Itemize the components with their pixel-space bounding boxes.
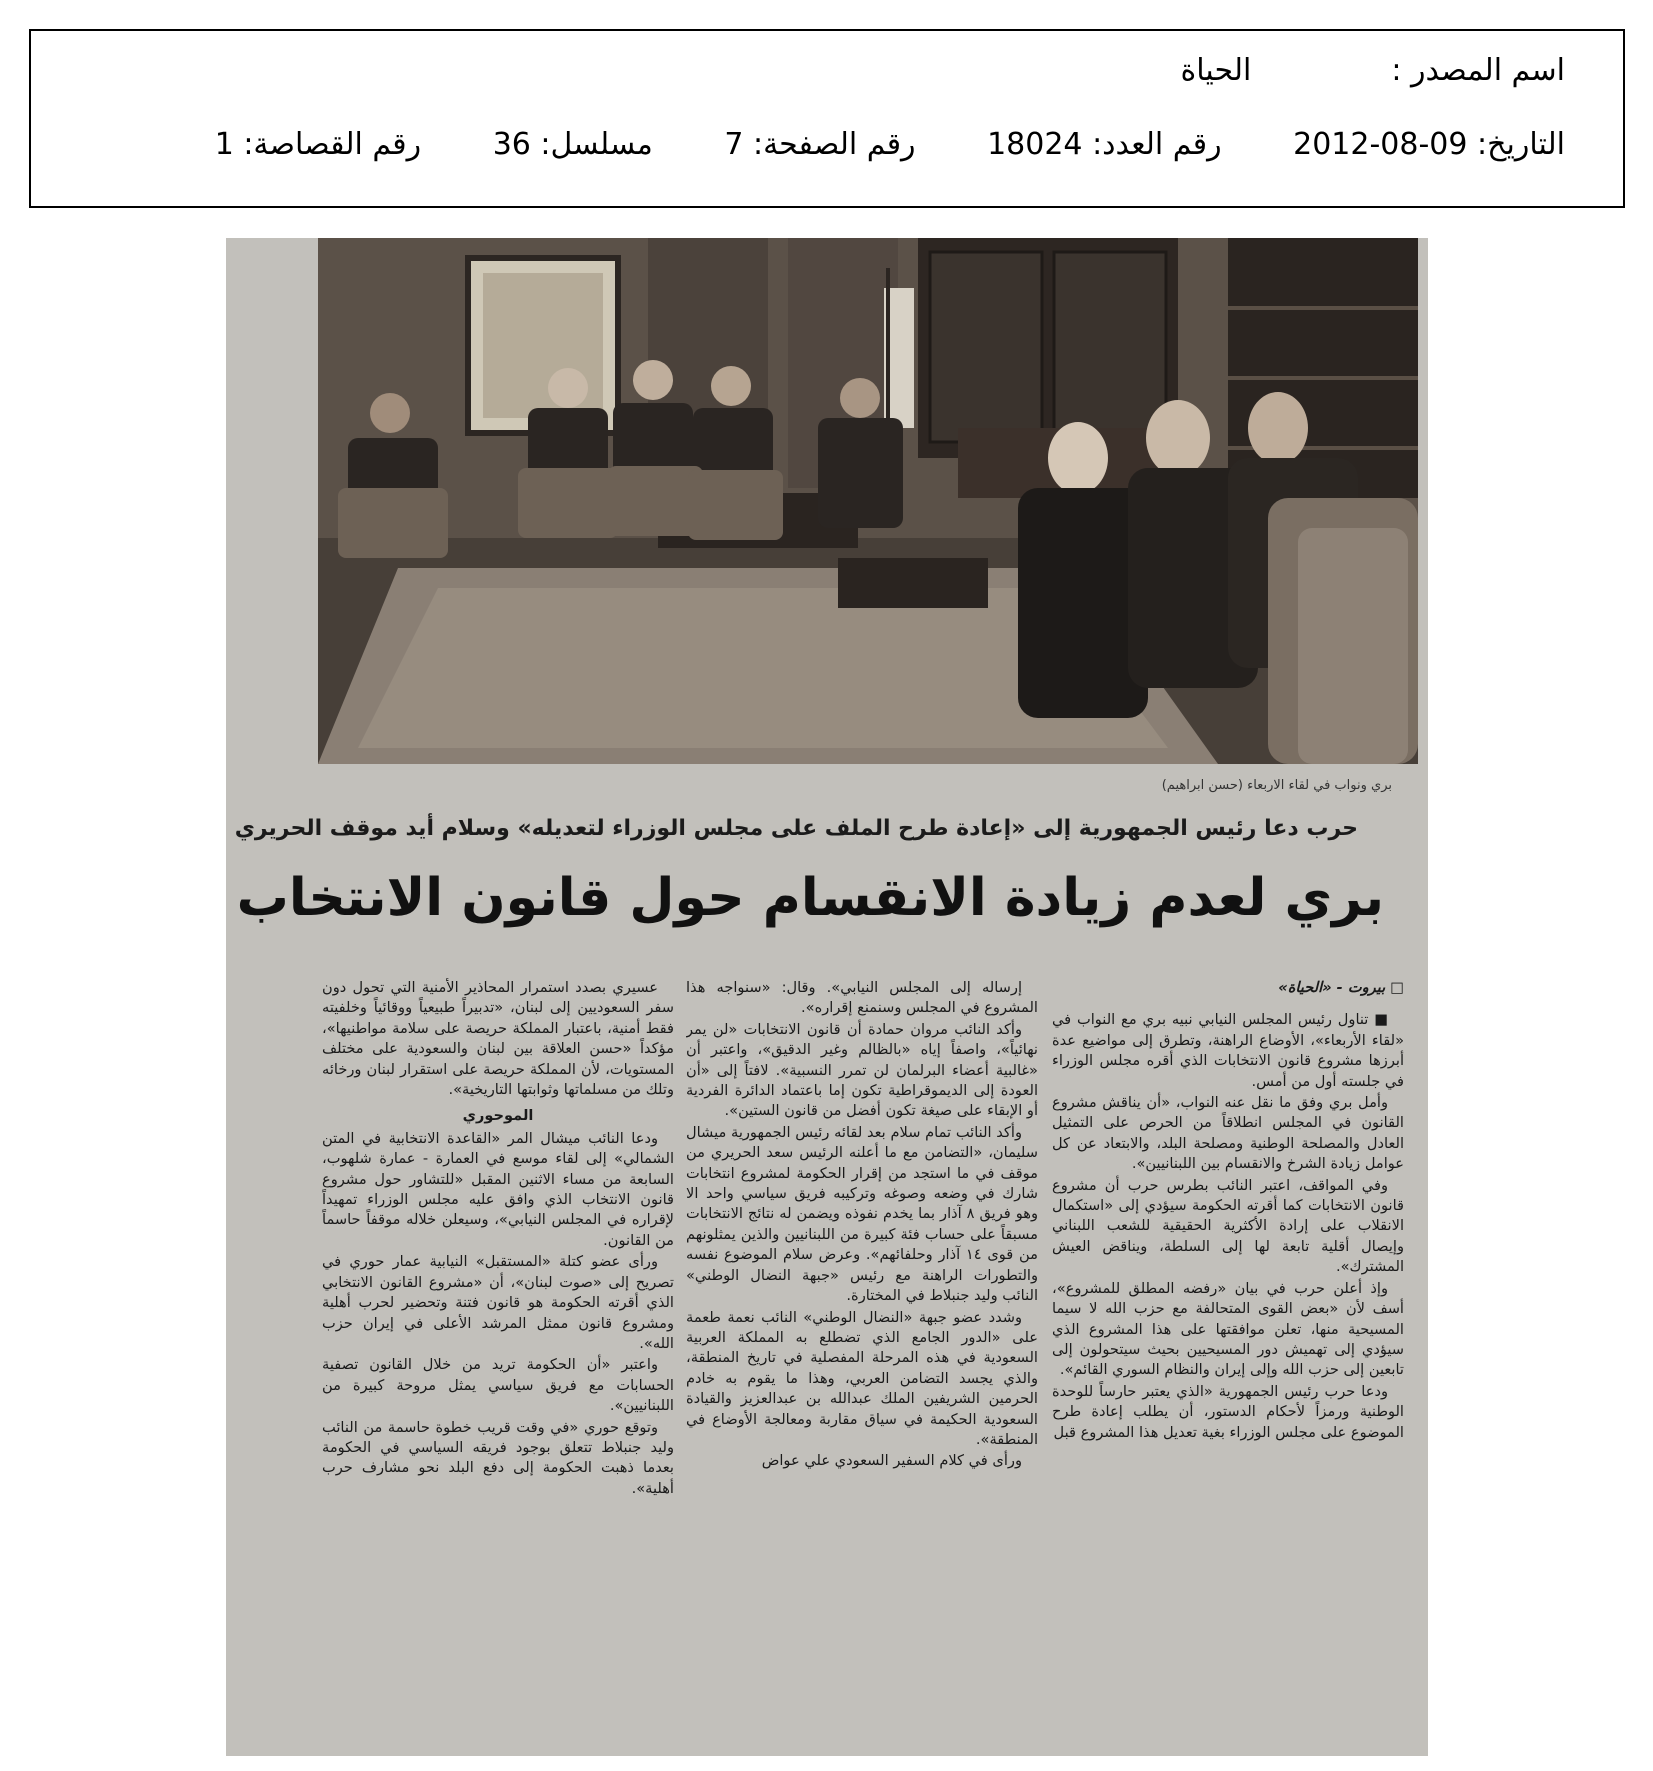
paragraph: وأكد النائب مروان حمادة أن قانون الانتخابات «لن يمر نهائياً»، واصفاً إياه «بالظالم وغير الدقيق»، واعتبر أن «غالبية أعضاء البرلمان لن تمرر النسبية». لافتاً إلى «أن العودة إلى الديموقراطية تكون إما باعتماد الدائرة الفردية أو الإبقاء على صيغة تكون أفضل من قانون الستين».: [686, 1020, 1038, 1120]
column-left: [322, 978, 674, 1748]
clip-value: 1: [214, 127, 234, 162]
date-field: [1293, 127, 1565, 162]
page-value: 7: [724, 127, 744, 162]
article-kicker: حرب دعا رئيس الجمهورية إلى «إعادة طرح الملف على مجلس الوزراء لتعديله» وسلام أيد موقف الحريري: [234, 816, 1358, 841]
article-columns: [318, 978, 1418, 1748]
paragraph: ورأى في كلام السفير السعودي علي عواض: [761, 1452, 1022, 1470]
paragraph: عسيري بصدد استمرار المحاذير الأمنية التي تحول دون سفر السعوديين إلى لبنان، «تدبيراً طبيعياً ووقائياً وخلفيته فقط أمنية، باعتبار المملكة حريصة على سلامة مواطنيها»، مؤكداً «حسن العلاقة بين لبنان والسعودية على مختلف المستويات، لأن المملكة حريصة على استقرار لبنان ورخائه وتلك من مسلماتها وثوابتها التاريخية».: [322, 979, 674, 1099]
paragraph: وفي المواقف، اعتبر النائب بطرس حرب أن مشروع قانون الانتخابات كما أقرته الحكومة سيؤدي إلى «استكمال الانقلاب على إرادة الأكثرية الحقيقية للشعب اللبناني وإيصال أقلية تابعة لها إلى السلطة، ويناقض العيش المشترك».: [1052, 1176, 1404, 1276]
serial-label: مسلسل:: [540, 127, 653, 162]
metadata-box: [29, 29, 1625, 208]
date-value: 2012-08-09: [1293, 127, 1468, 162]
paragraph: ودعا حرب رئيس الجمهورية «الذي يعتبر حارساً للوحدة الوطنية ورمزاً لأحكام الدستور، أن يطلب إعادة طرح الموضوع على مجلس الوزراء بغية تعديل هذا المشروع قبل: [1052, 1382, 1404, 1441]
source-label: اسم المصدر :: [1391, 53, 1565, 88]
column-middle: [686, 978, 1038, 1748]
issue-field: [987, 127, 1221, 162]
column-right: [1052, 978, 1404, 1748]
dateline: □ بيروت - «الحياة»: [1278, 979, 1404, 996]
page-label: رقم الصفحة:: [752, 127, 916, 162]
serial-value: 36: [492, 127, 531, 162]
page-field: [724, 127, 915, 162]
newspaper-clipping: [226, 238, 1428, 1756]
article: [234, 238, 1418, 1756]
paragraph: إرساله إلى المجلس النيابي». وقال: «سنواجه هذا المشروع في المجلس وسنمنع إقراره».: [686, 979, 1038, 1017]
clip-label: رقم القصاصة:: [243, 127, 422, 162]
source-row: [1181, 53, 1565, 88]
source-value: الحياة: [1180, 53, 1252, 88]
date-label: التاريخ:: [1477, 127, 1565, 162]
paragraph: وأمل بري وفق ما نقل عنه النواب، «أن يناقش مشروع القانون في المجلس انطلاقاً من الحرص على التمثيل العادل والمصلحة الوطنية ومصلحة البلد، والابتعاد عن كل عوامل زيادة الشرخ والانقسام بين اللبنانيين».: [1052, 1094, 1404, 1173]
paragraph: واعتبر «أن الحكومة تريد من خلال القانون تصفية الحسابات مع فريق سياسي يمثل مروحة كبيرة من اللبنانيين».: [322, 1356, 674, 1415]
issue-label: رقم العدد:: [1092, 127, 1222, 162]
paragraph: وأكد النائب تمام سلام بعد لقائه رئيس الجمهورية ميشال سليمان، «التضامن مع ما أعلنه الرئيس سعد الحريري من موقف في ما استجد من إقرار الحكومة لمشروع انتخابات شارك في وضعه وصوغه وتركيبه فريق سياسي واحد الا وهو فريق ٨ آذار بما يخدم نفوذه ويضمن له نتائج الانتخابات مسبقاً على حساب فئة كبيرة من اللبنانيين والذين يمثلونهم من قوى ١٤ آذار وحلفائهم». وعرض سلام الموضوع نفسه والتطورات الراهنة مع رئيس «جبهة النضال الوطني» النائب وليد جنبلاط في المختارة.: [686, 1123, 1038, 1305]
article-headline: بري لعدم زيادة الانقسام حول قانون الانتخاب: [236, 868, 1384, 928]
paragraph: وإذ أعلن حرب في بيان «رفضه المطلق للمشروع»، أسف لأن «بعض القوى المتحالفة مع حزب الله لا سيما المسيحية منها، تعلن موافقتها على هذا المشروع الذي سيؤدي إلى تهميش دور المسيحيين بحيث سيتحولون إلى تابعين إلى حزب الله وإلى إيران والنظام السوري القائم».: [1052, 1279, 1404, 1379]
clip-field: [215, 127, 421, 162]
subheading: الموحوري: [462, 1107, 534, 1125]
meeting-photo: [318, 238, 1418, 764]
paragraph: ■ تناول رئيس المجلس النيابي نبيه بري مع النواب في «لقاء الأربعاء»، الأوضاع الراهنة، وتطرق إلى مواضيع عدة أبرزها مشروع قانون الانتخابات الذي أقره مجلس الوزراء في جلسته أول من أمس.: [1052, 1011, 1404, 1090]
paragraph: ورأى عضو كتلة «المستقبل» النيابية عمار حوري في تصريح إلى «صوت لبنان»، أن «مشروع القانون الانتخابي الذي أقرته الحكومة هو قانون فتنة وتحضير لحرب أهلية ومشروع قانون ممثل المرشد الأعلى في إيران حزب الله».: [322, 1253, 674, 1352]
serial-field: [493, 127, 653, 162]
details-row: [215, 127, 1565, 162]
photo-caption: بري ونواب في لقاء الاربعاء (حسن ابراهيم): [1161, 778, 1392, 793]
issue-value: 18024: [987, 127, 1083, 162]
paragraph: ودعا النائب ميشال المر «القاعدة الانتخابية في المتن الشمالي» إلى لقاء موسع في العمارة - عمارة شلهوب، السابعة من مساء الاثنين المقبل «للتشاور حول مشروع قانون الانتخاب الذي وافق عليه مجلس الوزراء تمهيداً لإقراره في المجلس النيابي»، وسيعلن خلاله موقفاً حاسماً من القانون.: [322, 1129, 674, 1249]
paragraph: وشدد عضو جبهة «النضال الوطني» النائب نعمة طعمة على «الدور الجامع الذي تضطلع به المملكة العربية السعودية في هذه المرحلة المفصلية في تاريخ المنطقة، والذي يجسد التضامن العربي، وهذا ما يقوم به خادم الحرمين الشريفين الملك عبدالله بن عبدالعزيز والقيادة السعودية الحكيمة في سياق مقاربة ومعالجة الأوضاع في المنطقة».: [686, 1308, 1038, 1448]
meeting-photo-illustration: [318, 238, 1418, 764]
paragraph: وتوقع حوري «في وقت قريب خطوة حاسمة من النائب وليد جنبلاط تتعلق بوجود فريقه السياسي في الحكومة بعدما ذهبت الحكومة إلى دفع البلد نحو مشارف حرب أهلية».: [322, 1418, 674, 1497]
